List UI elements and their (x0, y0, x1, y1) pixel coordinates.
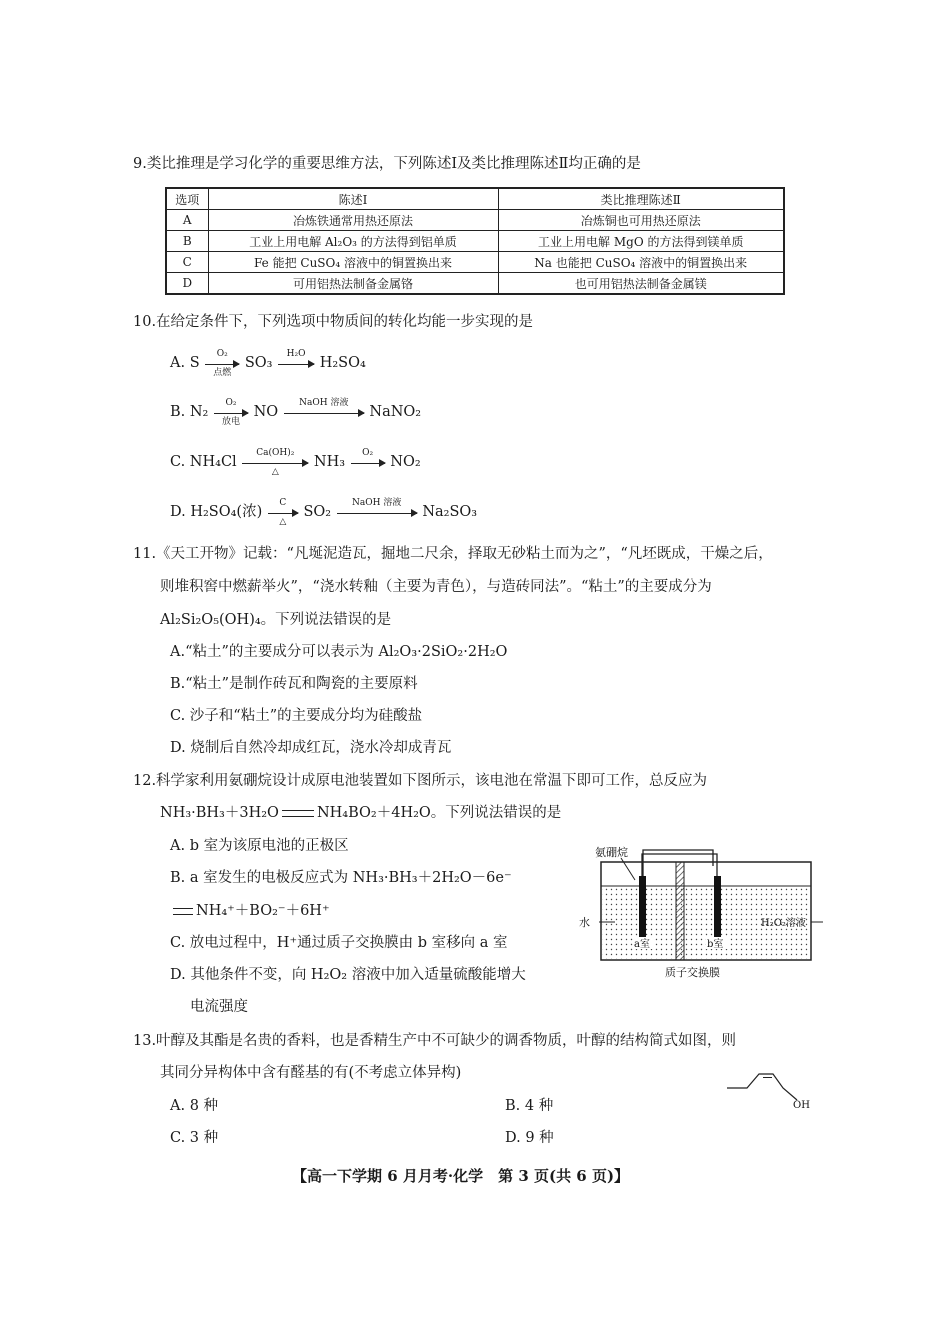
reaction-arrow-icon: O₂ (351, 462, 385, 463)
q9-table (165, 187, 785, 295)
q10c-reactant: C. NH₄Cl (170, 454, 237, 470)
row-statement-1: 冶炼铁通常用热还原法 (208, 210, 498, 231)
row-statement-1: 工业上用电解 Al₂O₃ 的方法得到铝单质 (208, 231, 498, 252)
q12-option-a: A. b 室为该原电池的正极区 (170, 838, 349, 854)
row-statement-1: 可用铝热法制备金属铬 (208, 273, 498, 295)
row-statement-2: 工业上用电解 MgO 的方法得到镁单质 (498, 231, 784, 252)
q11-option-a: A.“粘土”的主要成分可以表示为 Al₂O₃·2SiO₂·2H₂O (170, 644, 508, 660)
q13-line1: 13.叶醇及其酯是名贵的香料，也是香精生产中不可缺少的调香物质，叶醇的结构简式如图，则 (133, 1033, 737, 1049)
q9-stem: 9.类比推理是学习化学的重要思维方法，下列陈述Ⅰ及类比推理陈述Ⅱ均正确的是 (133, 156, 641, 172)
q10a-product: H₂SO₄ (319, 355, 366, 371)
q10c-product: NO₂ (390, 454, 421, 470)
q13-option-c: C. 3 种 (170, 1130, 219, 1146)
label-chamber-b: b室 (707, 939, 724, 950)
q10-option-d (170, 497, 478, 527)
reaction-arrow-icon: O₂ 放电 (214, 412, 248, 413)
row-option: D (166, 273, 208, 295)
q10d-product: Na₂SO₃ (422, 504, 478, 520)
table-row (166, 231, 784, 252)
page-footer: 【高一下学期 6 月月考·化学 第 3 页(共 6 页)】 (292, 1167, 630, 1185)
table-header-row (166, 188, 784, 210)
q12-option-d-line2: 电流强度 (190, 999, 248, 1015)
q11-line3: Al₂Si₂O₅(OH)₄。下列说法错误的是 (160, 612, 392, 628)
leaf-alcohol-structure (725, 1068, 825, 1114)
reaction-arrow-icon: Ca(OH)₂ △ (242, 462, 308, 463)
q12-option-b-line1: B. a 室发生的电极反应式为 NH₃·BH₃＋2H₂O－6e⁻ (170, 870, 512, 886)
q10b-intermediate: NO (253, 404, 279, 420)
q10d-intermediate: SO₂ (303, 504, 332, 520)
label-chamber-a: a室 (634, 939, 650, 950)
table-row (166, 252, 784, 273)
q11-option-b: B.“粘土”是制作砖瓦和陶瓷的主要原料 (170, 676, 418, 692)
q12-option-b-line2 (170, 904, 330, 919)
label-water: 水 (579, 916, 590, 929)
q10a-reactant: A. S (170, 355, 200, 371)
q10-option-c (170, 447, 421, 477)
q11-line1: 11.《天工开物》记载：“凡埏泥造瓦，掘地二尺余，择取无砂粘土而为之”，“凡坯既成，干燥之后， (133, 546, 773, 562)
q12-option-c: C. 放电过程中，H⁺通过质子交换膜由 b 室移向 a 室 (170, 935, 508, 951)
header-statement-1: 陈述Ⅰ (208, 188, 498, 210)
q10-option-b (170, 397, 422, 427)
label-h2o2-solution: H₂O₂溶液 (761, 918, 806, 929)
q10-stem: 10.在给定条件下，下列选项中物质间的转化均能一步实现的是 (133, 314, 534, 330)
equals-sign-icon (173, 908, 193, 915)
q13-option-b: B. 4 种 (505, 1098, 554, 1114)
q11-option-c: C. 沙子和“粘土”的主要成分均为硅酸盐 (170, 708, 423, 724)
reaction-arrow-icon: NaOH 溶液 (337, 512, 417, 513)
reaction-arrow-icon: O₂ 点燃 (205, 363, 239, 364)
oh-label: OH (793, 1100, 810, 1111)
q11-option-d: D. 烧制后自然冷却成红瓦，浇水冷却成青瓦 (170, 740, 452, 756)
row-statement-1: Fe 能把 CuSO₄ 溶液中的铜置换出来 (208, 252, 498, 273)
q12-eq-right: NH₄BO₂＋4H₂O。下列说法错误的是 (316, 805, 562, 821)
q10-option-a (170, 348, 366, 378)
header-option: 选项 (166, 188, 208, 210)
reaction-arrow-icon: NaOH 溶液 (284, 412, 364, 413)
row-statement-2: 冶炼铜也可用热还原法 (498, 210, 784, 231)
q10d-reactant: D. H₂SO₄(浓) (170, 504, 263, 520)
row-option: A (166, 210, 208, 231)
label-ammonia-borane: 氨硼烷 (595, 846, 628, 859)
row-option: B (166, 231, 208, 252)
q10a-intermediate: SO₃ (244, 355, 273, 371)
q12-option-d-line1: D. 其他条件不变，向 H₂O₂ 溶液中加入适量硫酸能增大 (170, 967, 526, 983)
header-statement-2: 类比推理陈述Ⅱ (498, 188, 784, 210)
row-statement-2: Na 也能把 CuSO₄ 溶液中的铜置换出来 (498, 252, 784, 273)
reaction-arrow-icon: H₂O (278, 363, 314, 364)
q10c-intermediate: NH₃ (313, 454, 346, 470)
battery-diagram (575, 838, 825, 988)
row-statement-2: 也可用铝热法制备金属镁 (498, 273, 784, 295)
table-row (166, 210, 784, 231)
q12-line1: 12.科学家利用氨硼烷设计成原电池装置如下图所示，该电池在常温下即可工作，总反应为 (133, 773, 708, 789)
table-row (166, 273, 784, 295)
row-option: C (166, 252, 208, 273)
q12-eq-left: NH₃·BH₃＋3H₂O (160, 805, 279, 821)
q12b-products: NH₄⁺＋BO₂⁻＋6H⁺ (196, 903, 330, 919)
q13-line2: 其同分异构体中含有醛基的有(不考虑立体异构) (160, 1065, 462, 1081)
q13-option-a: A. 8 种 (170, 1098, 219, 1114)
q10b-reactant: B. N₂ (170, 404, 209, 420)
q11-line2: 则堆积窖中燃薪举火”，“浇水转釉（主要为青色），与造砖同法”。“粘土”的主要成分为 (160, 579, 712, 595)
q10b-product: NaNO₂ (369, 404, 422, 420)
label-proton-membrane: 质子交换膜 (665, 966, 720, 979)
q13-option-d: D. 9 种 (505, 1130, 554, 1146)
equals-sign-icon (282, 810, 314, 817)
q12-equation (160, 806, 561, 821)
reaction-arrow-icon: C △ (268, 512, 298, 513)
